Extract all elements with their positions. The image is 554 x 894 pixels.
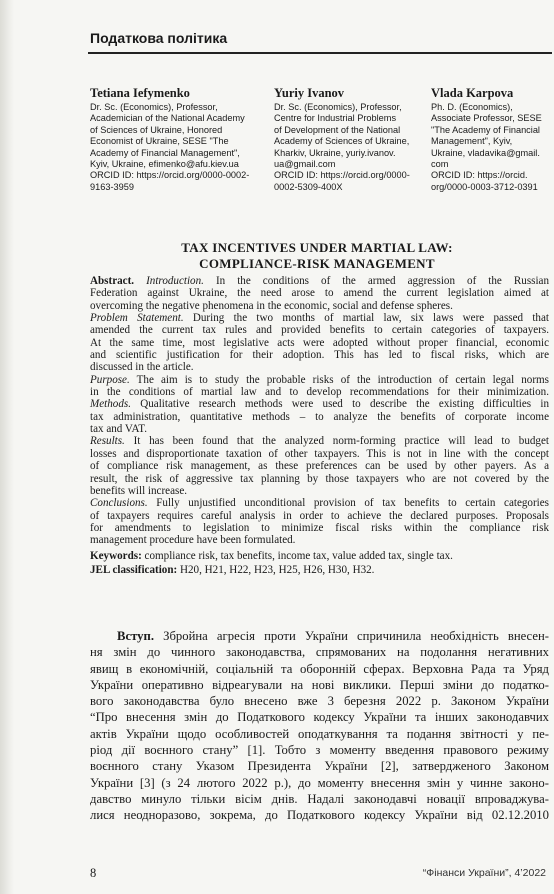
author-orcid: org/0000-0003-3712-0391 <box>431 181 538 192</box>
abstract-line: in the conditions of martial law and to develop recommendations for their minimization. <box>90 386 549 399</box>
author-affiliation-line: of Sciences of Ukraine, Honored <box>90 124 223 135</box>
abstract-line <box>90 435 549 447</box>
author-karpova <box>431 86 542 193</box>
page-number: 8 <box>90 866 97 880</box>
body-line: вого законодавства було внесено вже 3 березня 2022 р. Законом України <box>90 694 549 709</box>
abstract <box>90 275 549 576</box>
author-name: Vlada Karpova <box>431 86 514 100</box>
abstract-line: result, the risk of aggressive tax planning by those taxpayers who are not covered by the <box>90 472 549 485</box>
author-orcid: 9163-3959 <box>90 181 134 192</box>
body-line <box>90 628 549 644</box>
author-ivanov <box>274 86 410 193</box>
abstract-line <box>90 497 549 509</box>
abstract-text: In the conditions of the armed aggression of the Russian <box>215 275 550 287</box>
body-text-run: Збройна агресія проти України спричинила необхідність внесен- <box>163 629 549 643</box>
author-email: Kyiv, Ukraine, efimenko@afu.kiev.ua <box>90 159 239 170</box>
body-line: “Про внесення змін до Податкового кодексу України та інших законодавчих <box>90 710 549 725</box>
abstract-line: of taxpayers requires careful analysis in order to achieve the declared purposes. Proposals <box>90 509 549 522</box>
author-affiliation-line: Kharkiv, Ukraine, yuriy.ivanov. <box>274 147 396 158</box>
abstract-line: losses and disproportionate taxation of other taxpayers. This is not in line with the concept <box>90 447 549 460</box>
author-affiliation-line: Management", Kyiv, <box>431 136 513 147</box>
body-line: лися неодноразово, зокрема, до Податкового кодексу України від 02.12.2010 <box>90 808 549 823</box>
author-name: Tetiana Iefymenko <box>90 86 190 100</box>
abstract-line: of compliance risk management, as these preferences can be used by other payers. As a <box>90 460 549 473</box>
problem-statement-label: Problem Statement. <box>90 312 184 325</box>
abstract-text: Qualitative research methods were used to describe the existing difficulties in <box>140 398 549 411</box>
author-affiliation-line: "The Academy of Financial <box>431 124 540 135</box>
journal-footer: “Фінанси України”, 4’2022 <box>422 867 546 879</box>
abstract-line: for amendments to legislation to minimize fiscal risks within the compliance risk <box>90 521 549 534</box>
body-line: актів України щодо особливостей оподаткування та подання звітності у пе- <box>90 726 549 741</box>
abstract-line: benefits will increase. <box>90 484 188 497</box>
keywords-text: compliance risk, tax benefits, income tax, value added tax, single tax. <box>144 549 453 562</box>
abstract-line: At the same time, most legislative acts were adopted without proper financial, economic <box>90 336 549 349</box>
abstract-text: The aim is to study the probable risks of the introduction of certain legal norms <box>136 373 549 386</box>
body-line: України оперативно відреагували на нові виклики. Перші зміни до податко- <box>90 677 549 692</box>
author-email: com <box>431 159 449 170</box>
methods-label: Methods. <box>90 398 131 411</box>
introduction-label: Introduction. <box>146 275 204 287</box>
page-binding-shadow <box>0 0 14 894</box>
author-orcid: ORCID ID: https://orcid.org/0000- <box>274 170 410 181</box>
abstract-line <box>90 374 549 386</box>
author-affiliation-line: Dr. Sc. (Economics), Professor, <box>274 102 402 112</box>
body-line: явищ в економічній, соціальній та оборонній сферах. Верховна Рада та Уряд <box>90 661 549 676</box>
body-line: України [3] (з 24 лютого 2022 р.), до моменту внесення змін у чинне законо- <box>90 775 549 790</box>
body-line: давство минуло тільки вісім днів. Надалі законодавчі новації впроваджува- <box>90 791 549 806</box>
abstract-line: and scientific justification for their adoption. This has led to fiscal risks, which are <box>90 349 549 362</box>
author-affiliation-line: Dr. Sc. (Economics), Professor, <box>90 102 218 112</box>
author-iefymenko <box>90 86 249 193</box>
author-affiliation-line: Associate Professor, SESE <box>431 113 542 124</box>
abstract-line: management procedure have been formulated. <box>90 534 296 547</box>
abstract-line: Federation against Ukraine, the need arose to amend the current legislation aimed at <box>90 287 549 300</box>
results-label: Results. <box>90 435 125 448</box>
author-affiliation-line: Academy of Sciences of Ukraine, <box>274 136 410 147</box>
intro-heading: Вступ. <box>117 629 154 643</box>
author-name: Yuriy Ivanov <box>274 86 345 100</box>
author-orcid: ORCID ID: https://orcid.org/0000-0002- <box>90 170 250 181</box>
header-divider <box>88 52 552 54</box>
author-affiliation-line: Academician of the National Academy <box>90 113 245 124</box>
abstract-line <box>90 275 549 287</box>
author-affiliation-line: Ph. D. (Economics), <box>431 102 513 112</box>
keywords-label: Keywords: <box>90 549 142 562</box>
article-title-line: TAX INCENTIVES UNDER MARTIAL LAW: <box>181 240 453 255</box>
abstract-text: During the two months of martial law, six laws were passed that <box>192 312 549 325</box>
body-line: ріод дії воєнного стану” [1]. Тобто з моменту введення правового режиму <box>90 743 549 758</box>
abstract-line: overcoming the negative phenomena in the economic, social and defense spheres. <box>90 299 453 312</box>
jel-line <box>90 564 549 576</box>
abstract-line: tax and VAT. <box>90 423 148 436</box>
section-header: Податкова політика <box>90 30 228 46</box>
author-affiliation-line: Centre for Industrial Problems <box>274 113 397 124</box>
author-orcid: 0002-5309-400X <box>274 181 343 192</box>
abstract-text: It has been found that the analyzed norm-forming practice will lead to budget <box>133 435 549 448</box>
author-block <box>90 86 550 234</box>
author-email: ua@gmail.com <box>274 159 336 170</box>
conclusions-label: Conclusions. <box>90 497 148 510</box>
body-line: ня змін до чинного законодавства, спрямованих на подолання негативних <box>90 645 549 660</box>
jel-label: JEL classification: <box>90 563 178 576</box>
author-affiliation-line: Ukraine, vladavika@gmail. <box>431 147 540 158</box>
jel-text: H20, H21, H22, H23, H25, H26, H30, H32. <box>180 563 375 576</box>
purpose-label: Purpose. <box>90 373 130 386</box>
abstract-label: Abstract. <box>90 275 135 287</box>
author-orcid: ORCID ID: https://orcid. <box>431 170 528 181</box>
abstract-text: Fully unjustified unconditional provision of tax benefits to certain categories <box>156 497 549 510</box>
abstract-line <box>90 312 549 324</box>
body-text <box>90 628 549 824</box>
body-line: воєнного стану Указом Президента України [2], затвердженого Законом <box>90 759 549 774</box>
author-affiliation-line: Economist of Ukraine, SESE "The <box>90 136 229 147</box>
abstract-line <box>90 398 549 410</box>
article-title-line: COMPLIANCE-RISK MANAGEMENT <box>199 256 435 271</box>
author-affiliation-line: Academy of Financial Management", <box>90 147 240 158</box>
abstract-line: amended the current tax rules and provided benefits to certain categories of taxpayers. <box>90 324 549 337</box>
keywords-line <box>90 550 549 562</box>
article-title <box>90 240 544 272</box>
abstract-line: discussed in the article. <box>90 361 194 374</box>
author-affiliation-line: of Development of the National <box>274 124 401 135</box>
abstract-line: tax administration, quantitative methods – to analyze the benefits of corporate income <box>90 410 549 423</box>
